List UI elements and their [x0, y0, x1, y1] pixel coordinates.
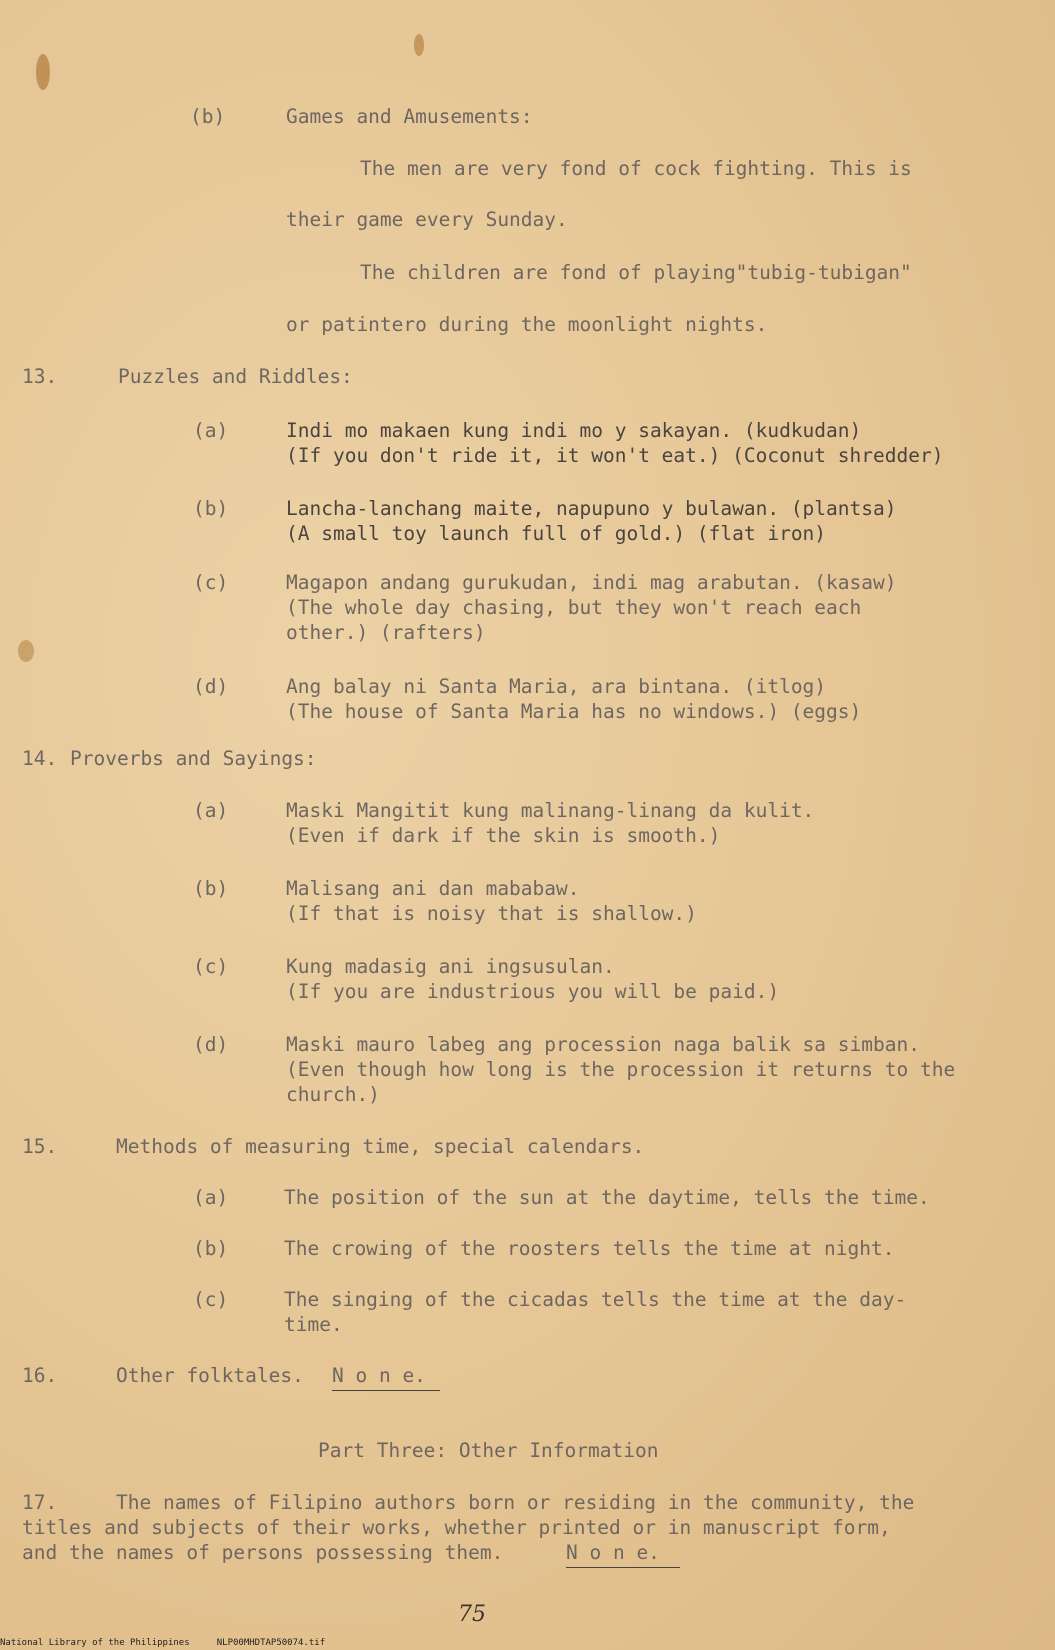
- section-14-number: 14.: [22, 747, 58, 770]
- section-17-answer: N o n e.: [566, 1540, 680, 1568]
- riddle-a-line-1: Indi mo makaen kung indi mo y sakayan. (kudkudan): [286, 419, 862, 442]
- riddle-b-label: (b): [193, 497, 229, 520]
- proverb-c-line-1: Kung madasig ani ingsusulan.: [286, 955, 615, 978]
- time-b-line-1: The crowing of the roosters tells the time at night.: [284, 1237, 895, 1260]
- riddle-b-line-1: Lancha-lanchang maite, napupuno y bulawan. (plantsa): [286, 497, 897, 520]
- riddle-c-line-1: Magapon andang gurukudan, indi mag arabutan. (kasaw): [286, 571, 897, 594]
- games-heading: Games and Amusements:: [286, 105, 533, 128]
- stain-mark: [414, 34, 424, 56]
- riddle-d-line-2: (The house of Santa Maria has no windows.) (eggs): [286, 700, 862, 723]
- proverb-b-line-1: Malisang ani dan mababaw.: [286, 877, 580, 900]
- section-17-line-3: and the names of persons possessing them.: [22, 1541, 504, 1564]
- proverb-d-label: (d): [193, 1033, 229, 1056]
- time-c-line-2: time.: [284, 1313, 343, 1336]
- section-17-line-1: The names of Filipino authors born or residing in the community, the: [116, 1491, 915, 1514]
- games-line-3: The children are fond of playing"tubig-tubigan": [360, 261, 912, 284]
- riddle-a-label: (a): [193, 419, 229, 442]
- section-13-title: Puzzles and Riddles:: [118, 365, 353, 388]
- games-line-2: their game every Sunday.: [286, 208, 568, 231]
- games-line-4: or patintero during the moonlight nights.: [286, 313, 768, 336]
- section-16-number: 16.: [22, 1364, 58, 1387]
- riddle-d-label: (d): [193, 675, 229, 698]
- section-17-line-2: titles and subjects of their works, whether printed or in manuscript form,: [22, 1516, 891, 1539]
- proverb-b-label: (b): [193, 877, 229, 900]
- proverb-a-line-2: (Even if dark if the skin is smooth.): [286, 824, 721, 847]
- games-line-1: The men are very fond of cock fighting. This is: [360, 157, 912, 180]
- time-b-label: (b): [193, 1237, 229, 1260]
- proverb-d-line-3: church.): [286, 1083, 380, 1106]
- time-c-label: (c): [193, 1288, 229, 1311]
- section-16-title: Other folktales.: [116, 1364, 304, 1387]
- riddle-b-line-2: (A small toy launch full of gold.) (flat iron): [286, 522, 827, 545]
- riddle-d-line-1: Ang balay ni Santa Maria, ara bintana. (itlog): [286, 675, 827, 698]
- riddle-c-line-2: (The whole day chasing, but they won't reach each: [286, 596, 862, 619]
- proverb-d-line-1: Maski mauro labeg ang procession naga balik sa simban.: [286, 1033, 920, 1056]
- riddle-a-line-2: (If you don't ride it, it won't eat.) (Coconut shredder): [286, 444, 944, 467]
- section-17-number: 17.: [22, 1491, 58, 1514]
- section-14-title: Proverbs and Sayings:: [70, 747, 317, 770]
- proverb-a-line-1: Maski Mangitit kung malinang-linang da kulit.: [286, 799, 815, 822]
- time-a-label: (a): [193, 1186, 229, 1209]
- riddle-c-label: (c): [193, 571, 229, 594]
- page-number: 75: [458, 1602, 486, 1627]
- games-label: (b): [190, 105, 226, 128]
- time-a-line-1: The position of the sun at the daytime, tells the time.: [284, 1186, 930, 1209]
- proverb-b-line-2: (If that is noisy that is shallow.): [286, 902, 697, 925]
- section-15-number: 15.: [22, 1135, 58, 1158]
- proverb-c-line-2: (If you are industrious you will be paid.): [286, 980, 780, 1003]
- riddle-c-line-3: other.) (rafters): [286, 621, 486, 644]
- section-15-title: Methods of measuring time, special calendars.: [116, 1135, 645, 1158]
- stain-mark: [18, 640, 34, 662]
- proverb-c-label: (c): [193, 955, 229, 978]
- section-16-answer: N o n e.: [332, 1363, 440, 1391]
- proverb-d-line-2: (Even though how long is the procession it returns to the: [286, 1058, 956, 1081]
- stain-mark: [36, 54, 50, 90]
- part-three-title: Part Three: Other Information: [318, 1439, 659, 1462]
- scan-footer: National Library of the Philippines NLP00MHDTAP50074.tif: [0, 1638, 326, 1648]
- proverb-a-label: (a): [193, 799, 229, 822]
- section-13-number: 13.: [22, 365, 58, 388]
- time-c-line-1: The singing of the cicadas tells the time at the day-: [284, 1288, 907, 1311]
